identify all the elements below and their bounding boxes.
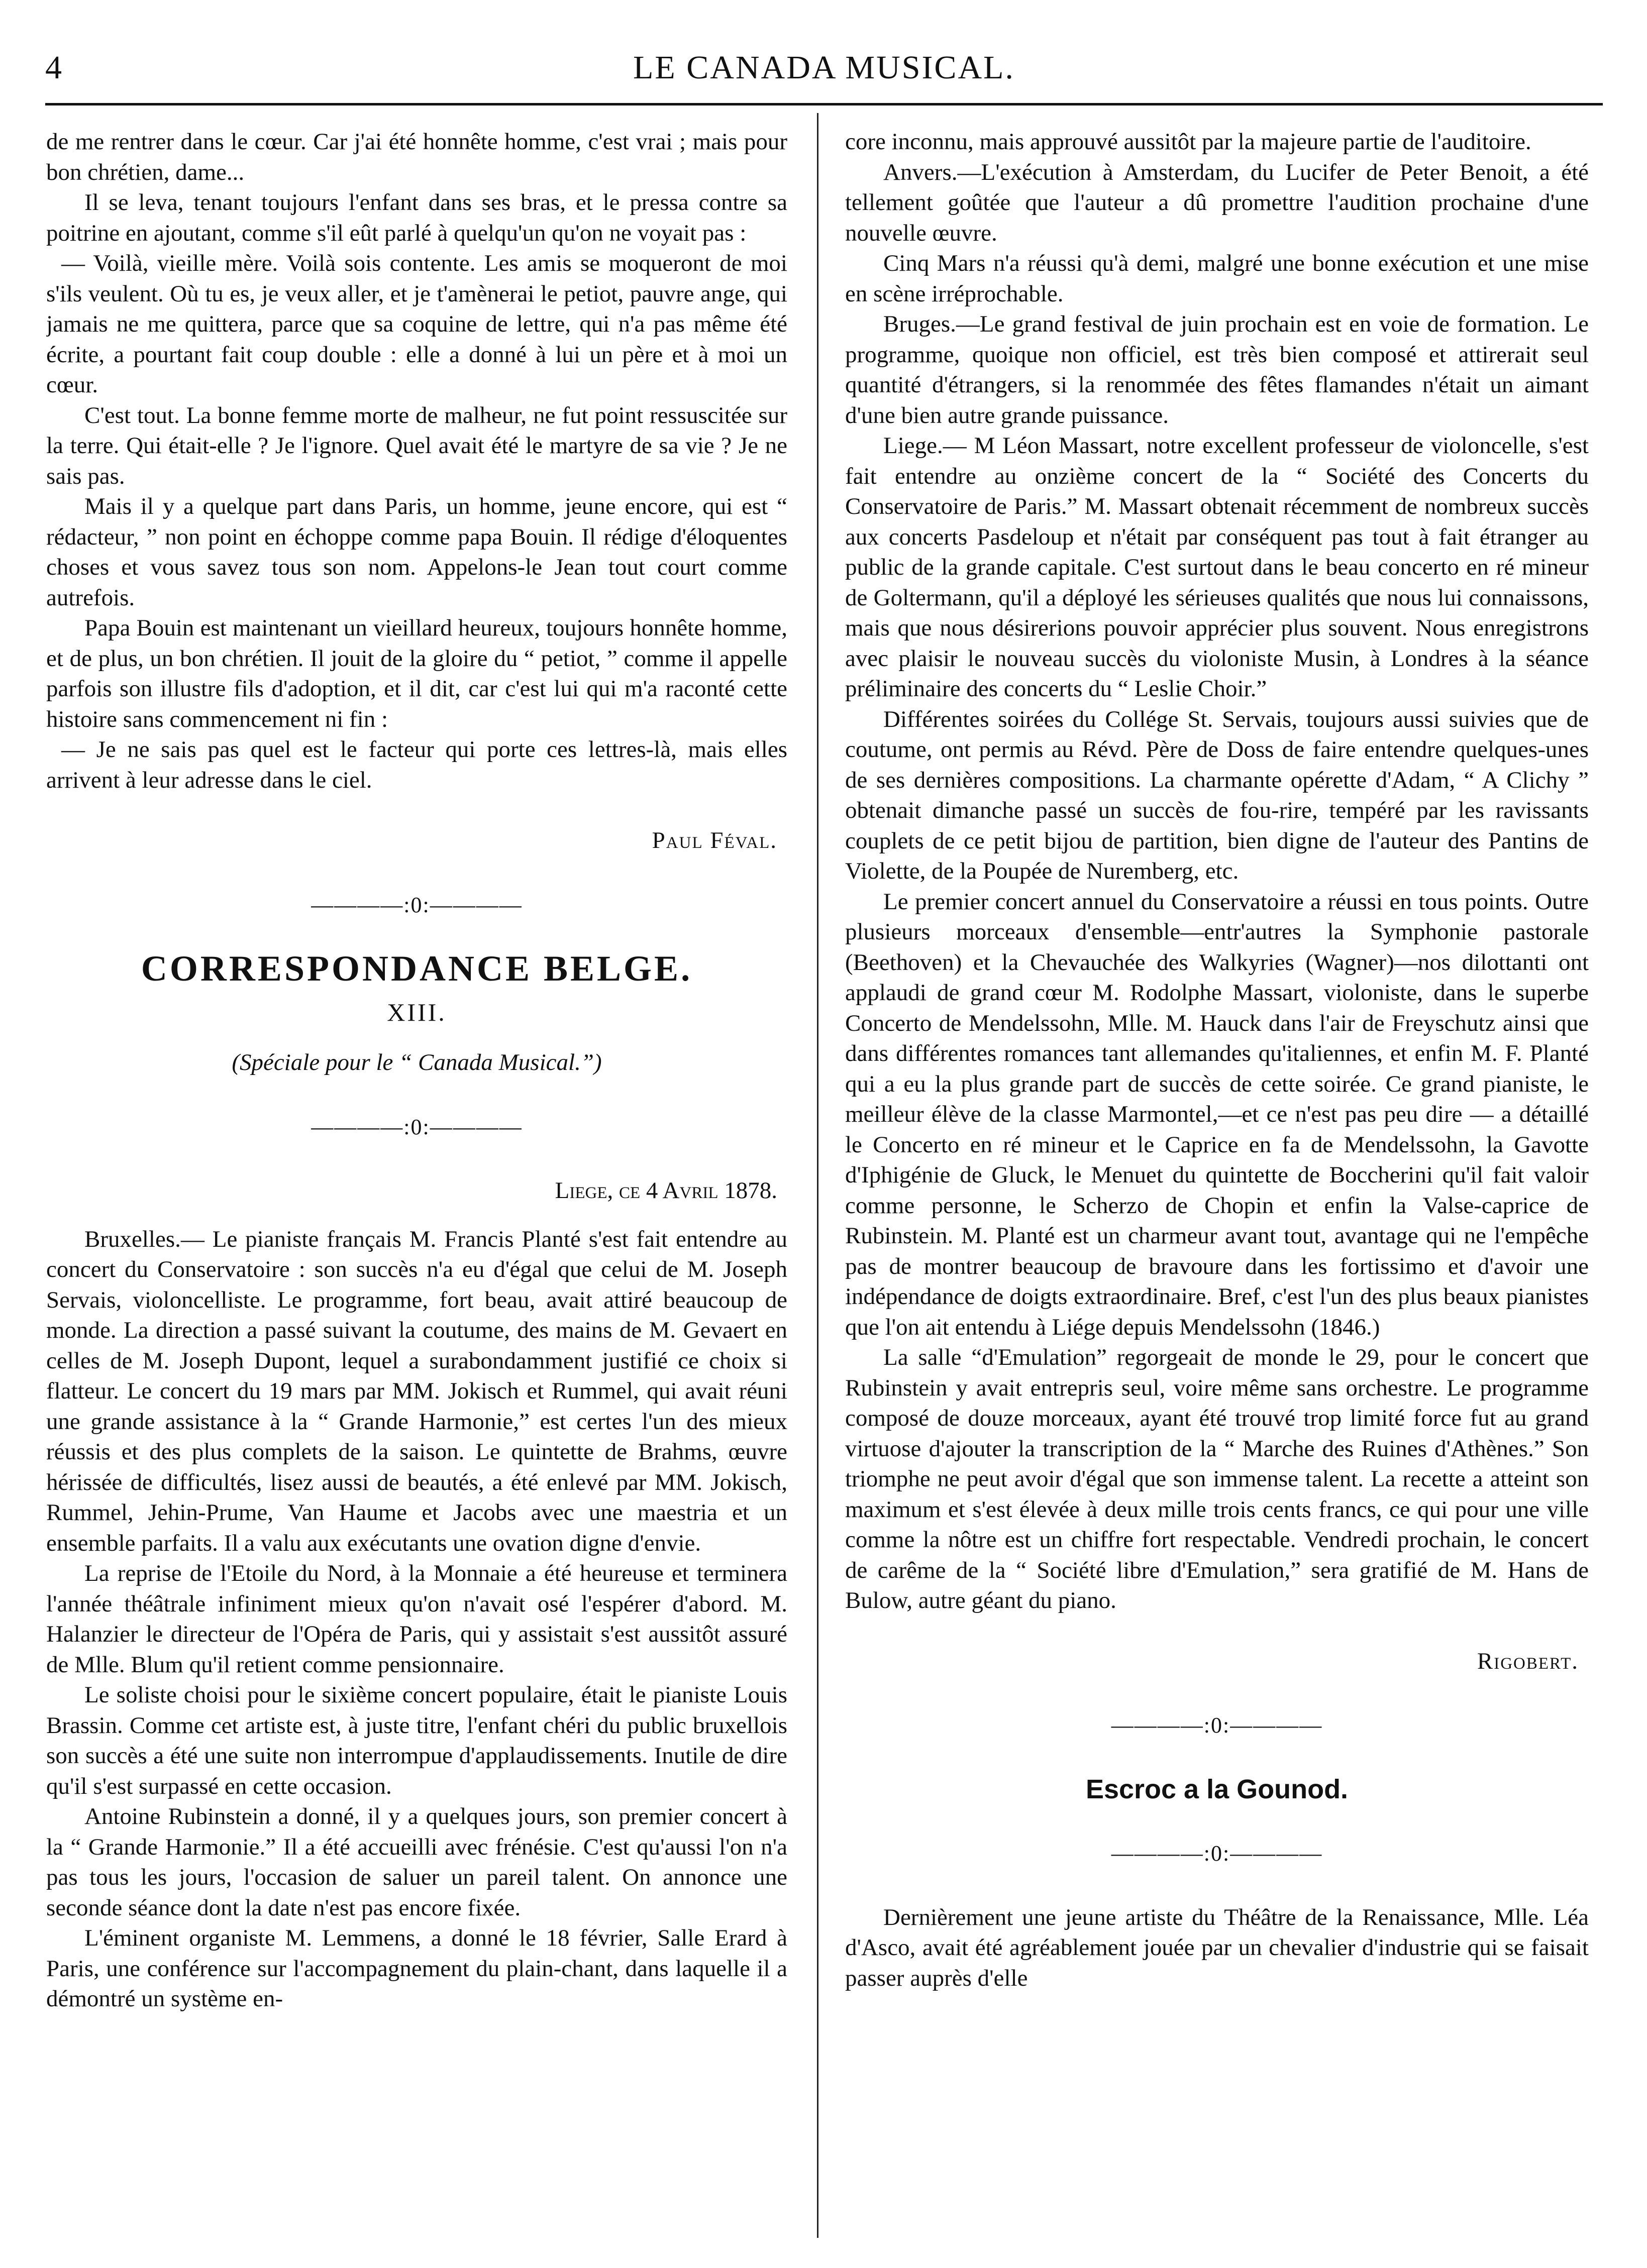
article-paragraph: Différentes soirées du Collége St. Servais, toujours aussi suivies que de coutume, ont permis au Révd. Père de Doss de faire entendre quelques-unes de ses dernières compositions. La charmante opérette d'Adam, “ A Clichy ” obtenait dimanche passé un succès de fou-rire, tempéré par les ravissants couplets de ce petit bijou de partition, bien digne de l'auteur des Pantins de Violette, de la Poupée de Nuremberg, etc. — [845, 706, 1589, 884]
story-paragraph: — Je ne sais pas quel est le facteur qui porte ces lettres-là, mais elles arrivent à leur adresse dans le ciel. — [46, 736, 787, 793]
page-header — [45, 48, 1603, 103]
article-paragraph: L'éminent organiste M. Lemmens, a donné le 18 février, Salle Erard à Paris, une conférence sur l'accompagnement du plain-chant, dans laquelle il a démontré un système en- — [46, 1925, 787, 2012]
story-paragraph: — Voilà, vieille mère. Voilà sois contente. Les amis se moqueront de moi s'ils veulent. Où tu es, je veux aller, et je t'amènerai le petiot, pauvre ange, qui jamais ne me quittera, parce que sa coquine de lettre, qui n'a pas même été écrite, a pourtant fait coup double : elle a donné à lui un père et à moi un cœur. — [46, 250, 787, 398]
right-column — [845, 127, 1589, 2256]
running-title: LE CANADA MUSICAL. — [633, 49, 1015, 86]
article-paragraph: Le premier concert annuel du Conservatoire a réussi en tous points. Outre plusieurs morceaux d'ensemble—entr'autres la Symphonie pastorale (Beethoven) et la Chevauchée des Walkyries (Wagner)—nos dilottanti ont applaudi de grand cœur M. Rodolphe Massart, violoniste, dans le superbe Concerto de Mendelssohn, Mlle. M. Hauck dans l'air de Freyschutz ainsi que dans différentes romances tant allemandes qu'italiennes, et enfin M. F. Planté qui a eu la plus grande part de succès de cette soirée. Ce grand pianiste, le meilleur élève de la classe Marmontel,—et ce n'est pas peu dire — a détaillé le Concerto en ré mineur et le Caprice en fa de Mendelssohn, la Gavotte d'Iphigénie de Gluck, le Menuet du quintette de Boccherini qu'il fait valoir comme personne, le Scherzo de Chopin et enfin la Valse-caprice de Rubinstein. M. Planté est un charmeur avant tout, avantage qui ne l'empêche pas de montrer beaucoup de bravoure dans les fortissimo et d'avoir une indépendance de doigts extraordinaire. Bref, c'est l'un des plus beaux pianistes que l'on ait entendu à Liége depuis Mendelssohn (1846.) — [845, 888, 1589, 1340]
dateline: Liege, ce 4 Avril 1878. — [555, 1177, 777, 1204]
section-ornament: ————:0:———— — [311, 892, 523, 917]
article-paragraph: Cinq Mars n'a réussi qu'à demi, malgré une bonne exécution et une mise en scène irréprochable. — [845, 250, 1589, 307]
article-paragraph: La reprise de l'Etoile du Nord, à la Monnaie a été heureuse et terminera l'année théâtrale infiniment mieux qu'on n'avait osé l'espérer d'abord. M. Halanzier le directeur de l'Opéra de Paris, qui y assistait s'est aussitôt assuré de Mlle. Blum qu'il retient comme pensionnaire. — [46, 1560, 787, 1678]
section-number: XIII. — [387, 998, 447, 1026]
story-paragraph: de me rentrer dans le cœur. Car j'ai été honnête homme, c'est vrai ; mais pour bon chrétien, dame... — [46, 129, 787, 185]
article-paragraph: Anvers.—L'exécution à Amsterdam, du Lucifer de Peter Benoit, a été tellement goûtée que l'auteur a dû promettre l'audition prochaine d'une nouvelle œuvre. — [845, 159, 1589, 246]
article-paragraph: Liege.— M Léon Massart, notre excellent professeur de violoncelle, s'est fait entendre au onzième concert de la “ Société des Concerts du Conservatoire de Paris.” M. Massart obtenait récemment de nombreux succès aux concerts Pasdeloup et n'était par conséquent pas tout à fait étranger au public de la grande capitale. C'est surtout dans le beau concerto en ré mineur de Goltermann, qu'il a déployé les sérieuses qualités que nous lui connaissons, mais que nous désirerions pouvoir apprécier plus souvent. Nous enregistrons avec plaisir le nouveau succès du violoniste Musin, à Londres à la séance préliminaire des concerts du “ Leslie Choir.” — [845, 433, 1589, 702]
article-paragraph: core inconnu, mais approuvé aussitôt par la majeure partie de l'auditoire. — [845, 129, 1531, 155]
page-number: 4 — [45, 49, 62, 86]
article-paragraph: Le soliste choisi pour le sixième concert populaire, était le pianiste Louis Brassin. Comme cet artiste est, à juste titre, l'enfant chéri du public bruxellois son succès a été une suite non interrompue d'applaudissements. Inutile de dire qu'il s'est surpassé en cette occasion. — [46, 1682, 787, 1799]
correspondent-signature: Rigobert. — [1477, 1648, 1579, 1674]
article-paragraph: Bruges.—Le grand festival de juin prochain est en voie de formation. Le programme, quoique non officiel, est très bien composé et attirerait seul quantité d'étrangers, si la renommée des fêtes flamandes n'était un aimant d'une bien autre grande puissance. — [845, 311, 1589, 428]
section-ornament: ————:0:———— — [311, 1114, 523, 1139]
column-divider — [817, 113, 818, 2238]
story-paragraph: Il se leva, tenant toujours l'enfant dans ses bras, et le pressa contre sa poitrine en ajoutant, comme s'il eût parlé à quelqu'un qu'on ne voyait pas : — [46, 189, 787, 246]
article-paragraph: Dernièrement une jeune artiste du Théâtre de la Renaissance, Mlle. Léa d'Asco, avait été agréablement jouée par un chevalier d'industrie qui se faisait passer auprès d'elle — [845, 1904, 1589, 1991]
story-paragraph: Mais il y a quelque part dans Paris, un homme, jeune encore, qui est “ rédacteur, ” non point en échoppe comme papa Bouin. Il rédige d'éloquentes choses et vous savez tous son nom. Appelons-le Jean tout court comme autrefois. — [46, 493, 787, 611]
story-paragraph: Papa Bouin est maintenant un vieillard heureux, toujours honnête homme, et de plus, un bon chrétien. Il jouit de la gloire du “ petiot, ” comme il appelle parfois son illustre fils d'adoption, et il dit, car c'est lui qui m'a raconté cette histoire sans commencement ni fin : — [46, 615, 787, 732]
header-rule — [45, 103, 1603, 105]
section-ornament: ————:0:———— — [1111, 1841, 1323, 1866]
author-signature: Paul Féval. — [652, 827, 777, 853]
article-paragraph: La salle “d'Emulation” regorgeait de monde le 29, pour le concert que Rubinstein y avait entrepris seul, voire même sans orchestre. Le programme composé de douze morceaux, ayant été trouvé trop limité force fut au grand virtuose d'ajouter la transcription de la “ Marche des Ruines d'Athènes.” Son triomphe ne peut avoir d'égal que son immense talent. La recette a atteint son maximum et s'est élevée à deux mille trois cents francs, ce qui pour une ville comme la nôtre est un chiffre fort respectable. Vendredi prochain, le concert de carême de la “ Société libre d'Emulation,” sera gratifié de M. Hans de Bulow, autre géant du piano. — [845, 1344, 1589, 1613]
section-subtitle: (Spéciale pour le “ Canada Musical.”) — [232, 1049, 602, 1075]
article-paragraph: Bruxelles.— Le pianiste français M. Francis Planté s'est fait entendre au concert du Conservatoire : son succès n'a eu d'égal que celui de M. Joseph Servais, violoncelliste. Le programme, fort beau, avait attiré beaucoup de monde. La direction a passé suivant la coutume, des mains de M. Gevaert en celles de M. Joseph Dupont, lequel a surabondamment justifié ce choix si flatteur. Le concert du 19 mars par MM. Jokisch et Rummel, qui avait réuni une grande assistance à la “ Grande Harmonie,” est certes l'un des mieux réussis et des plus complets de la saison. Le quintette de Brahms, œuvre hérissée de difficultés, lisez aussi de beautés, a été enlevé par MM. Jokisch, Rummel, Jehin-Prume, Van Haume et Jacobs avec une maestria et un ensemble parfaits. Il a valu aux exécutants une ovation digne d'envie. — [46, 1226, 787, 1556]
story-paragraph: C'est tout. La bonne femme morte de malheur, ne fut point ressuscitée sur la terre. Qui était-elle ? Je l'ignore. Quel avait été le martyre de sa vie ? Je ne sais pas. — [46, 402, 787, 489]
section-ornament: ————:0:———— — [1111, 1713, 1323, 1738]
left-column — [46, 127, 787, 2256]
article-title: Escroc a la Gounod. — [1085, 1774, 1349, 1804]
section-title: CORRESPONDANCE BELGE. — [141, 948, 693, 989]
article-paragraph: Antoine Rubinstein a donné, il y a quelques jours, son premier concert à la “ Grande Harmonie.” Il a été accueilli avec frénésie. C'est qu'aussi l'on n'a pas tous les jours, l'occasion de saluer un pareil talent. On annonce une seconde séance dont la date n'est pas encore fixée. — [46, 1803, 787, 1921]
